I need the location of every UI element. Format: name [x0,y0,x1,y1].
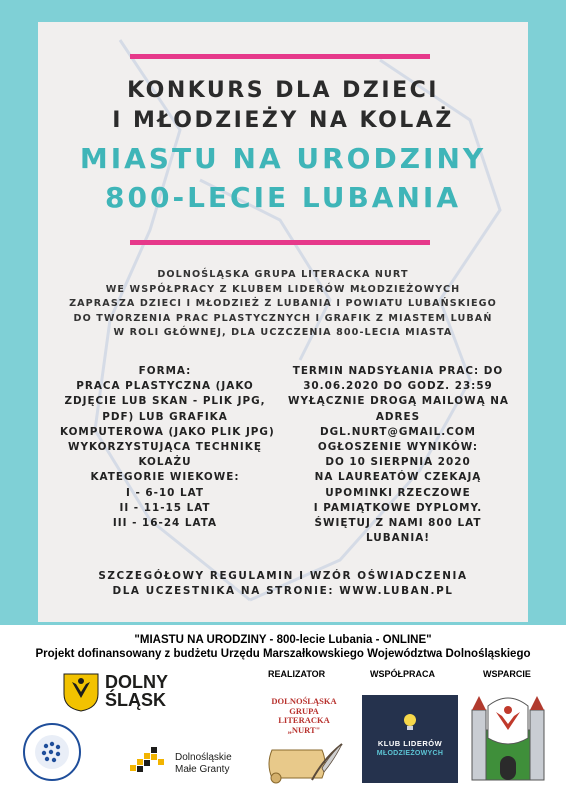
form-line: KOMPUTEROWA (JAKO PLIK JPG) [60,425,275,438]
age-category: III - 16-24 LATA [112,517,218,530]
form-heading: FORMA: [138,365,192,377]
regulations-note [60,569,506,599]
deadline-line: ADRES [375,410,421,423]
intro-text [60,268,506,341]
intro-line: DO TWORZENIA PRAC PLASTYCZNYCH I GRAFIK Z MIASTEM LUBAŃ [73,312,493,324]
funding-note: Projekt dofinansowany z budżetu Urzędu Marszałkowskiego Województwa Dolnośląskiego [35,648,531,660]
form-column [60,364,275,531]
age-category: I - 6-10 LAT [126,486,204,499]
regulations-line: SZCZEGÓŁOWY REGULAMIN I WZÓR OŚWIADCZENIA [98,570,468,582]
form-line: ZDJĘCIE LUB SKAN - PLIK JPG, [64,395,266,408]
male-granty-logo-icon [128,745,172,779]
form-line: PDF) LUB GRAFIKA [102,410,228,423]
scroll-and-quill-icon [262,740,346,786]
results-line: NA LAUREATÓW CZEKAJĄ [314,471,482,484]
klub-liderow-logo: KLUB LIDERÓW MŁODZIEŻOWYCH [362,695,458,783]
male-granty-logo-text: Dolnośląskie Małe Granty [175,752,232,775]
age-categories-heading: KATEGORIE WIEKOWE: [90,471,240,484]
deadline-column [288,364,508,546]
heading-line-4: 800-LECIE LUBANIA [105,181,461,214]
heading-line-3: MIASTU NA URODZINY [79,142,487,175]
top-accent-bar [130,54,430,59]
label-wsparcie: WSPARCIE [483,669,531,679]
deadline-line: 30.06.2020 DO GODZ. 23:59 [303,380,493,393]
results-line: LUBANIA! [366,532,430,545]
label-realizator: REALIZATOR [268,669,326,679]
results-heading: OGŁOSZENIE WYNIKÓW: [317,441,479,454]
results-line: ŚWIĘTUJ Z NAMI 800 LAT [314,517,482,530]
intro-line: ZAPRASZA DZIECI I MŁODZIEŻ Z LUBANIA I POWIATU LUBAŃSKIEGO [69,298,497,309]
form-line: PRACA PLASTYCZNA (JAKO [76,380,254,393]
results-line: UPOMINKI RZECZOWE [325,486,471,499]
label-wspolpraca: WSPÓŁPRACA [370,669,435,679]
intro-line: DOLNOŚLĄSKA GRUPA LITERACKA NURT [157,269,409,280]
deadline-line: WYŁĄCZNIE DROGĄ MAILOWĄ NA [288,395,509,408]
heading-line-1: KONKURS DLA DZIECI [127,78,439,103]
deadline-heading: TERMIN NADSYŁANIA PRAC: DO [292,365,504,377]
form-line: WYKORZYSTUJĄCA TECHNIKĘ [68,441,262,454]
age-category: II - 11-15 LAT [119,501,211,514]
dolny-slask-crest-icon [62,672,100,712]
email-address: DGL.NURT@GMAIL.COM [319,425,476,438]
intro-line: WE WSPÓŁPRACY Z KLUBEM LIDERÓW MŁODZIEŻOWYCH [105,283,461,295]
lightbulb-icon [400,711,420,733]
federacja-logo-icon [22,722,82,782]
nurt-logo-text: DOLNOŚLĄSKA GRUPA LITERACKA „NURT" [271,696,337,735]
results-line: DO 10 SIERPNIA 2020 [325,456,471,469]
intro-line: W ROLI GŁÓWNEJ, DLA UCZCZENIA 800-LECIA MIASTA [113,327,453,338]
results-line: I PAMIĄTKOWE DYPLOMY. [313,501,483,514]
heading-line-2: I MŁODZIEŻY NA KOLAŻ [112,108,454,133]
dolny-slask-logo-text: DOLNY ŚLĄSK [105,672,168,710]
project-title: "MIASTU NA URODZINY - 800-lecie Lubania - ONLINE" [134,634,432,646]
project-info [0,633,566,661]
regulations-line: DLA UCZESTNIKA NA STRONIE: WWW.LUBAN.PL [112,585,454,598]
bottom-accent-bar [130,240,430,245]
form-line: KOLAŻU [138,456,192,469]
luban-coat-of-arms-icon [470,690,546,786]
